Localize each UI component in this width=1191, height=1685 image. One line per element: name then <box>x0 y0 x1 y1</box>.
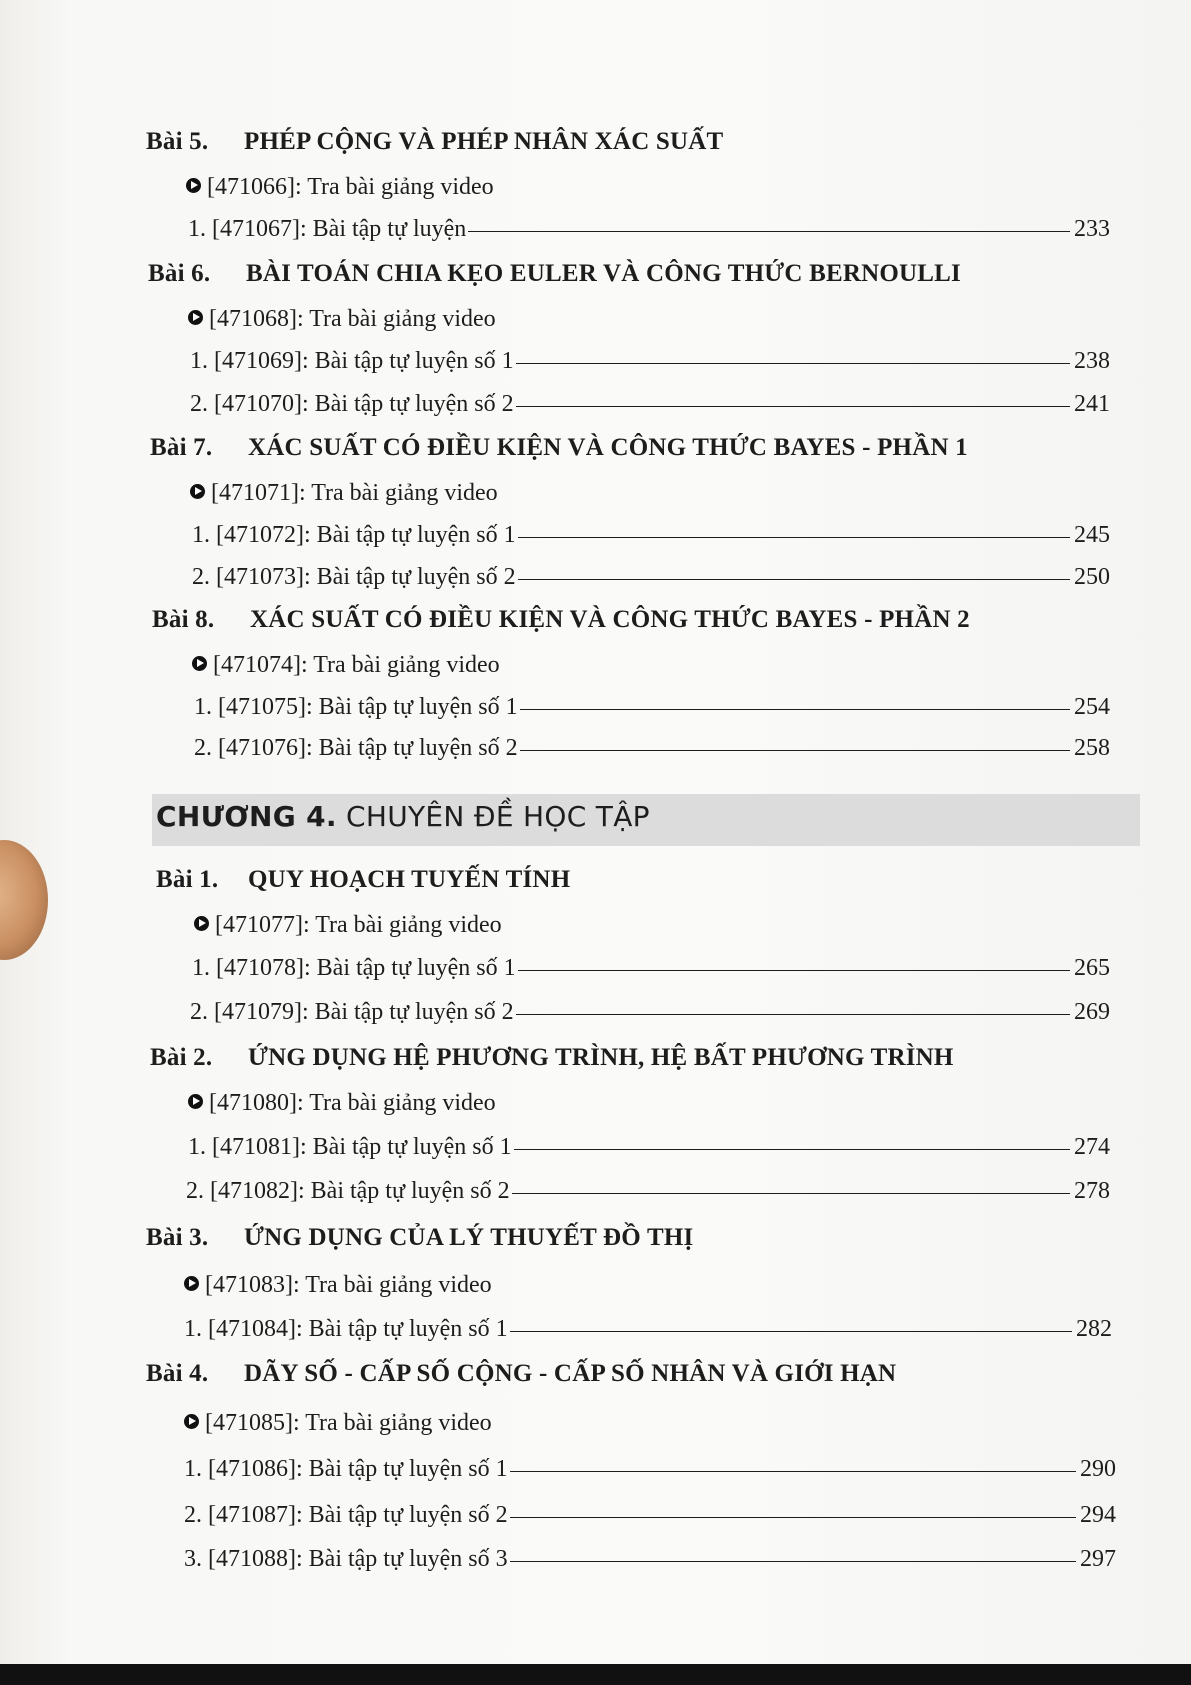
lesson-number: Bài 4. <box>146 1360 209 1387</box>
play-icon <box>190 484 205 499</box>
exercise-label: 1. [471075]: Bài tập tự luyện số 1 <box>194 694 518 720</box>
chapter-label: CHƯƠNG 4. <box>156 800 337 833</box>
exercise-entry[interactable] <box>184 1456 1116 1483</box>
lesson-number: Bài 8. <box>152 606 215 633</box>
lesson-heading <box>152 606 970 634</box>
page-number: 250 <box>1074 564 1110 590</box>
dot-leader <box>512 1192 1070 1194</box>
video-link[interactable] <box>188 306 496 333</box>
dot-leader <box>520 708 1070 710</box>
video-link[interactable] <box>184 1272 492 1299</box>
dot-leader <box>510 1560 1076 1562</box>
page-number: 282 <box>1076 1316 1112 1342</box>
play-icon <box>188 1094 203 1109</box>
play-icon <box>192 656 207 671</box>
lesson-title: DÃY SỐ - CẤP SỐ CỘNG - CẤP SỐ NHÂN VÀ GIỚI HẠN <box>244 1360 897 1387</box>
dot-leader <box>516 1013 1070 1015</box>
lesson-number: Bài 5. <box>146 128 209 155</box>
dot-leader <box>468 230 1070 232</box>
exercise-entry[interactable] <box>192 564 1110 591</box>
exercise-label: 1. [471069]: Bài tập tự luyện số 1 <box>190 348 514 374</box>
page-number: 290 <box>1080 1456 1116 1482</box>
dot-leader <box>514 1148 1070 1150</box>
scan-bottom-edge <box>0 1664 1191 1685</box>
lesson-heading <box>146 1360 896 1388</box>
exercise-label: 1. [471086]: Bài tập tự luyện số 1 <box>184 1456 508 1482</box>
exercise-label: 1. [471067]: Bài tập tự luyện <box>188 216 467 242</box>
dot-leader <box>516 362 1070 364</box>
lesson-heading <box>148 260 961 288</box>
lesson-heading <box>156 866 570 894</box>
video-label: [471071]: Tra bài giảng video <box>211 480 498 506</box>
play-icon <box>194 916 209 931</box>
dot-leader <box>518 578 1070 580</box>
exercise-entry[interactable] <box>192 955 1110 982</box>
lesson-title: XÁC SUẤT CÓ ĐIỀU KIỆN VÀ CÔNG THỨC BAYES - PHẦN 2 <box>250 606 970 633</box>
exercise-label: 3. [471088]: Bài tập tự luyện số 3 <box>184 1546 508 1572</box>
lesson-title: PHÉP CỘNG VÀ PHÉP NHÂN XÁC SUẤT <box>244 128 724 155</box>
video-label: [471066]: Tra bài giảng video <box>207 174 494 200</box>
page-number: 258 <box>1074 735 1110 761</box>
exercise-entry[interactable] <box>188 216 1110 243</box>
exercise-entry[interactable] <box>186 1178 1110 1205</box>
dot-leader <box>516 405 1070 407</box>
exercise-entry[interactable] <box>190 348 1110 375</box>
lesson-number: Bài 6. <box>148 260 211 287</box>
lesson-number: Bài 2. <box>150 1044 213 1071</box>
exercise-entry[interactable] <box>190 391 1110 418</box>
lesson-heading <box>150 434 968 462</box>
video-link[interactable] <box>184 1410 492 1437</box>
page-number: 238 <box>1074 348 1110 374</box>
page-number: 294 <box>1080 1502 1116 1528</box>
video-label: [471083]: Tra bài giảng video <box>205 1272 492 1298</box>
exercise-label: 2. [471087]: Bài tập tự luyện số 2 <box>184 1502 508 1528</box>
video-link[interactable] <box>194 912 502 939</box>
play-icon <box>188 310 203 325</box>
video-link[interactable] <box>190 480 498 507</box>
dot-leader <box>510 1516 1076 1518</box>
exercise-entry[interactable] <box>184 1502 1116 1529</box>
dot-leader <box>510 1470 1076 1472</box>
video-link[interactable] <box>188 1090 496 1117</box>
dot-leader <box>510 1330 1072 1332</box>
lesson-title: ỨNG DỤNG CỦA LÝ THUYẾT ĐỒ THỊ <box>244 1224 694 1251</box>
chapter-title: CHUYÊN ĐỀ HỌC TẬP <box>346 800 650 833</box>
exercise-label: 2. [471079]: Bài tập tự luyện số 2 <box>190 999 514 1025</box>
video-link[interactable] <box>186 174 494 201</box>
lesson-number: Bài 3. <box>146 1224 209 1251</box>
video-label: [471085]: Tra bài giảng video <box>205 1410 492 1436</box>
dot-leader <box>518 536 1070 538</box>
lesson-heading <box>146 128 723 156</box>
lesson-title: QUY HOẠCH TUYẾN TÍNH <box>248 866 571 893</box>
video-label: [471077]: Tra bài giảng video <box>215 912 502 938</box>
exercise-label: 2. [471073]: Bài tập tự luyện số 2 <box>192 564 516 590</box>
chapter-heading <box>156 800 650 833</box>
play-icon <box>184 1414 199 1429</box>
lesson-title: BÀI TOÁN CHIA KẸO EULER VÀ CÔNG THỨC BERNOULLI <box>246 260 961 287</box>
page-number: 245 <box>1074 522 1110 548</box>
page-number: 269 <box>1074 999 1110 1025</box>
exercise-entry[interactable] <box>194 694 1110 721</box>
exercise-label: 1. [471072]: Bài tập tự luyện số 1 <box>192 522 516 548</box>
exercise-label: 1. [471081]: Bài tập tự luyện số 1 <box>188 1134 512 1160</box>
dot-leader <box>520 749 1070 751</box>
video-label: [471074]: Tra bài giảng video <box>213 652 500 678</box>
exercise-label: 2. [471082]: Bài tập tự luyện số 2 <box>186 1178 510 1204</box>
exercise-label: 2. [471076]: Bài tập tự luyện số 2 <box>194 735 518 761</box>
exercise-entry[interactable] <box>184 1316 1112 1343</box>
exercise-label: 2. [471070]: Bài tập tự luyện số 2 <box>190 391 514 417</box>
exercise-entry[interactable] <box>188 1134 1110 1161</box>
page-number: 274 <box>1074 1134 1110 1160</box>
exercise-label: 1. [471084]: Bài tập tự luyện số 1 <box>184 1316 508 1342</box>
page-number: 297 <box>1080 1546 1116 1572</box>
page-number: 265 <box>1074 955 1110 981</box>
video-link[interactable] <box>192 652 500 679</box>
lesson-heading <box>146 1224 693 1252</box>
lesson-title: ỨNG DỤNG HỆ PHƯƠNG TRÌNH, HỆ BẤT PHƯƠNG TRÌNH <box>248 1044 954 1071</box>
play-icon <box>186 178 201 193</box>
lesson-number: Bài 1. <box>156 866 219 893</box>
exercise-label: 1. [471078]: Bài tập tự luyện số 1 <box>192 955 516 981</box>
lesson-number: Bài 7. <box>150 434 213 461</box>
page-number: 233 <box>1074 216 1110 242</box>
page-number: 254 <box>1074 694 1110 720</box>
video-label: [471080]: Tra bài giảng video <box>209 1090 496 1116</box>
page-number: 241 <box>1074 391 1110 417</box>
video-label: [471068]: Tra bài giảng video <box>209 306 496 332</box>
exercise-entry[interactable] <box>190 999 1110 1026</box>
dot-leader <box>518 969 1070 971</box>
page-number: 278 <box>1074 1178 1110 1204</box>
lesson-heading <box>150 1044 954 1072</box>
exercise-entry[interactable] <box>194 735 1110 762</box>
exercise-entry[interactable] <box>192 522 1110 549</box>
lesson-title: XÁC SUẤT CÓ ĐIỀU KIỆN VÀ CÔNG THỨC BAYES - PHẦN 1 <box>248 434 968 461</box>
play-icon <box>184 1276 199 1291</box>
exercise-entry[interactable] <box>184 1546 1116 1573</box>
